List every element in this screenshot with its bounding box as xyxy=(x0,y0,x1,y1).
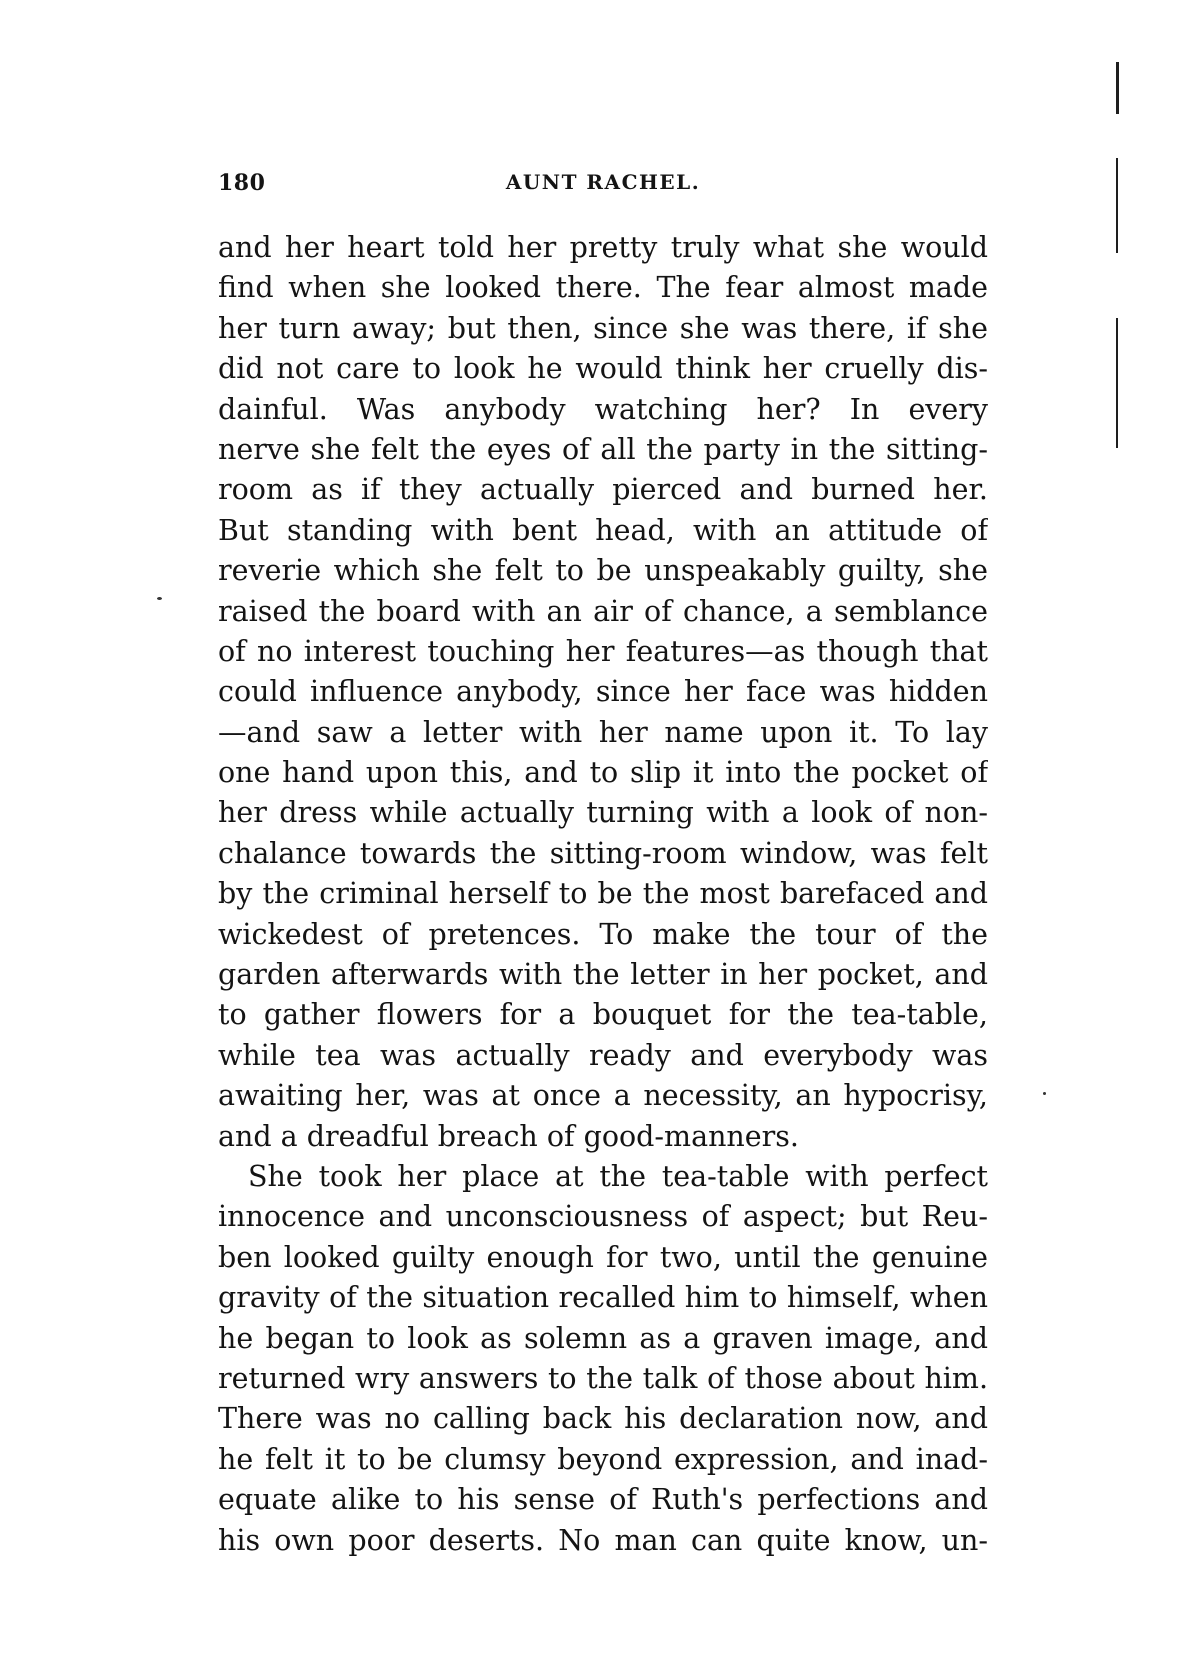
text-line: There was no calling back his declaration now, and xyxy=(218,1402,988,1436)
text-line: nerve she felt the eyes of all the party in the sitting- xyxy=(218,432,988,466)
scan-speck xyxy=(157,597,162,600)
text-line: by the criminal herself to be the most barefaced and xyxy=(218,877,988,911)
text-line: ben looked guilty enough for two, until the genuine xyxy=(218,1240,988,1274)
text-line: chalance towards the sitting-room window, was felt xyxy=(218,836,988,870)
page-number: 180 xyxy=(218,170,266,196)
text-line: one hand upon this, and to slip it into the pocket of xyxy=(218,756,988,790)
text-line: while tea was actually ready and everybody was xyxy=(218,1038,988,1072)
scan-edge-mark xyxy=(1116,62,1119,114)
body-text xyxy=(218,228,988,1561)
text-line: to gather flowers for a bouquet for the tea-table, xyxy=(218,998,988,1032)
text-line: room as if they actually pierced and burned her. xyxy=(218,473,988,507)
text-line-paragraph-end: and a dreadful breach of good-manners. xyxy=(218,1119,799,1153)
text-line: returned wry answers to the talk of those about him. xyxy=(218,1361,988,1395)
text-line-paragraph-start: She took her place at the tea-table with perfect xyxy=(248,1159,988,1193)
text-line: her turn away; but then, since she was there, if she xyxy=(218,311,988,345)
running-title: AUNT RACHEL. xyxy=(505,170,701,194)
text-line: awaiting her, was at once a necessity, an hypocrisy, xyxy=(218,1079,988,1113)
text-line: reverie which she felt to be unspeakably guilty, she xyxy=(218,554,988,588)
text-line: of no interest touching her features—as though that xyxy=(218,634,988,668)
text-line: innocence and unconsciousness of aspect; but Reu- xyxy=(218,1200,988,1234)
text-line: wickedest of pretences. To make the tour of the xyxy=(218,917,988,951)
text-line: dainful. Was anybody watching her? In every xyxy=(218,392,988,426)
text-line: he began to look as solemn as a graven image, and xyxy=(218,1321,988,1355)
text-line: her dress while actually turning with a look of non- xyxy=(218,796,988,830)
scan-edge-mark xyxy=(1116,158,1118,253)
scan-edge-mark xyxy=(1116,318,1118,448)
text-line: equate alike to his sense of Ruth's perfections and xyxy=(218,1483,988,1517)
text-line: did not care to look he would think her cruelly dis- xyxy=(218,352,988,386)
text-line: he felt it to be clumsy beyond expression, and inad- xyxy=(218,1442,988,1476)
scan-speck xyxy=(1043,1092,1046,1095)
text-line: gravity of the situation recalled him to himself, when xyxy=(218,1281,988,1315)
text-line: and her heart told her pretty truly what she would xyxy=(218,231,988,264)
text-line: But standing with bent head, with an attitude of xyxy=(218,513,988,547)
running-head xyxy=(218,170,988,206)
text-line: find when she looked there. The fear almost made xyxy=(218,271,988,305)
text-line: raised the board with an air of chance, a semblance xyxy=(218,594,988,628)
text-line: garden afterwards with the letter in her pocket, and xyxy=(218,958,988,992)
text-line: —and saw a letter with her name upon it. To lay xyxy=(218,715,988,749)
text-line: could influence anybody, since her face was hidden xyxy=(218,675,988,709)
text-line: his own poor deserts. No man can quite know, un- xyxy=(218,1523,988,1557)
